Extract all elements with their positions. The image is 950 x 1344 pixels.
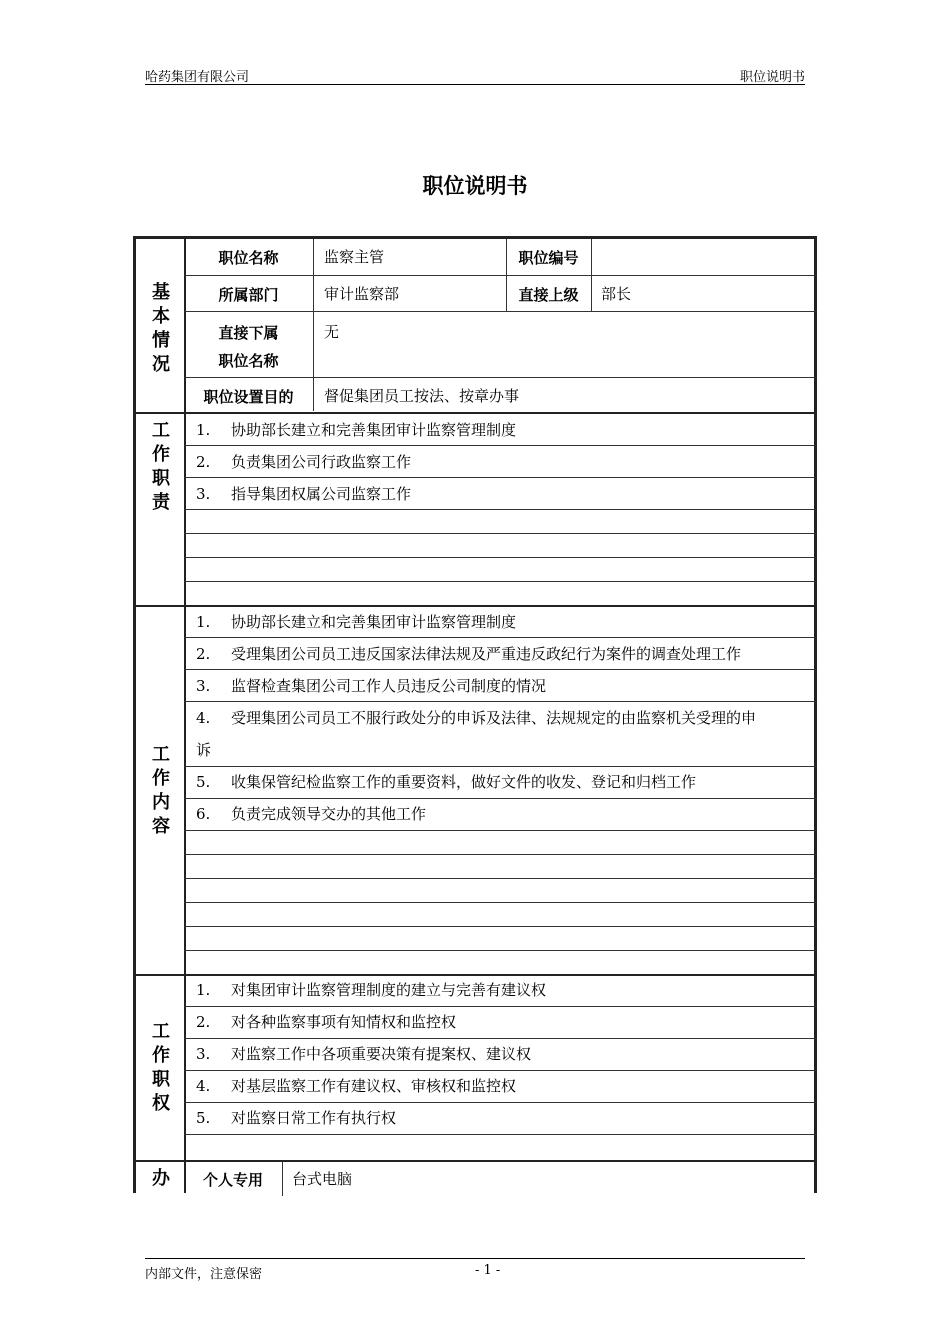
header-doc-name: 职位说明书 <box>739 70 805 85</box>
page-header <box>145 66 805 85</box>
content-item-continuation: 诉 <box>196 741 212 759</box>
section-separator <box>136 605 817 607</box>
grid-line <box>184 581 817 582</box>
grid-line <box>184 509 817 510</box>
grid-line <box>184 311 817 312</box>
position-name-value: 监察主管 <box>324 248 385 266</box>
section-separator <box>136 974 817 976</box>
company-name: 哈药集团有限公司 <box>145 70 250 85</box>
grid-line <box>184 557 817 558</box>
basic-section-label: 基 本 情 况 <box>152 282 170 375</box>
department-label: 所属部门 <box>218 286 279 304</box>
purpose-value: 督促集团员工按法、按章办事 <box>324 387 520 405</box>
grid-line <box>184 798 817 799</box>
grid-line <box>184 637 817 638</box>
content-item: 5. 收集保管纪检监察工作的重要资料，做好文件的收发、登记和归档工作 <box>196 773 697 791</box>
grid-line <box>184 1102 817 1103</box>
superior-value: 部长 <box>601 285 632 303</box>
duties-section-label: 工 作 职 责 <box>152 420 170 513</box>
authority-section-label: 工 作 职 权 <box>152 1021 170 1114</box>
grid-line <box>184 445 817 446</box>
position-name-label: 职位名称 <box>218 249 279 267</box>
job-description-table <box>133 236 817 1193</box>
grid-line <box>184 669 817 670</box>
section-separator <box>136 412 817 414</box>
content-item: 6. 负责完成领导交办的其他工作 <box>196 805 427 823</box>
grid-line <box>184 377 817 378</box>
office-section-label: 办 <box>152 1168 170 1189</box>
content-item: 4. 受理集团公司员工不服行政处分的申诉及法律、法规规定的由监察机关受理的申 <box>196 709 757 727</box>
duty-item: 1. 协助部长建立和完善集团审计监察管理制度 <box>196 421 517 439</box>
grid-line <box>184 950 817 951</box>
grid-line <box>184 926 817 927</box>
duty-item: 2. 负责集团公司行政监察工作 <box>196 453 412 471</box>
department-value: 审计监察部 <box>324 285 400 303</box>
grid-line <box>184 1038 817 1039</box>
grid-line <box>184 1006 817 1007</box>
grid-line <box>184 854 817 855</box>
grid-line <box>184 830 817 831</box>
personal-use-label: 个人专用 <box>202 1171 263 1189</box>
content-section-label: 工 作 内 容 <box>152 744 170 837</box>
content-item: 1. 协助部长建立和完善集团审计监察管理制度 <box>196 613 517 631</box>
grid-line <box>184 533 817 534</box>
subordinate-label-line1: 直接下属 <box>218 324 279 342</box>
grid-line <box>184 701 817 702</box>
page-footer <box>145 1258 805 1282</box>
authority-item: 2. 对各种监察事项有知情权和监控权 <box>196 1013 457 1031</box>
authority-item: 3. 对监察工作中各项重要决策有提案权、建议权 <box>196 1045 532 1063</box>
authority-item: 1. 对集团审计监察管理制度的建立与完善有建议权 <box>196 981 547 999</box>
authority-item: 4. 对基层监察工作有建议权、审核权和监控权 <box>196 1077 517 1095</box>
authority-item: 5. 对监察日常工作有执行权 <box>196 1109 397 1127</box>
content-item: 2. 受理集团公司员工违反国家法律法规及严重违反政纪行为案件的调查处理工作 <box>196 645 742 663</box>
page-title: 职位说明书 <box>422 174 528 198</box>
position-code-label: 职位编号 <box>518 249 579 267</box>
grid-line <box>184 766 817 767</box>
confidential-note: 内部文件，注意保密 <box>145 1267 263 1282</box>
content-item: 3. 监督检查集团公司工作人员违反公司制度的情况 <box>196 677 547 695</box>
grid-line <box>282 1161 283 1196</box>
subordinate-value: 无 <box>324 323 340 341</box>
subordinate-label-line2: 职位名称 <box>218 352 279 370</box>
grid-line <box>184 878 817 879</box>
grid-line <box>184 1070 817 1071</box>
grid-line <box>313 239 314 411</box>
grid-line <box>184 275 817 276</box>
duty-item: 3. 指导集团权属公司监察工作 <box>196 485 412 503</box>
purpose-label: 职位设置目的 <box>203 388 294 406</box>
grid-line <box>184 902 817 903</box>
superior-label: 直接上级 <box>518 286 579 304</box>
grid-line <box>184 1134 817 1135</box>
grid-line <box>184 477 817 478</box>
section-separator <box>136 1160 817 1162</box>
personal-use-value: 台式电脑 <box>292 1170 353 1188</box>
page-number: - 1 - <box>475 1263 501 1278</box>
